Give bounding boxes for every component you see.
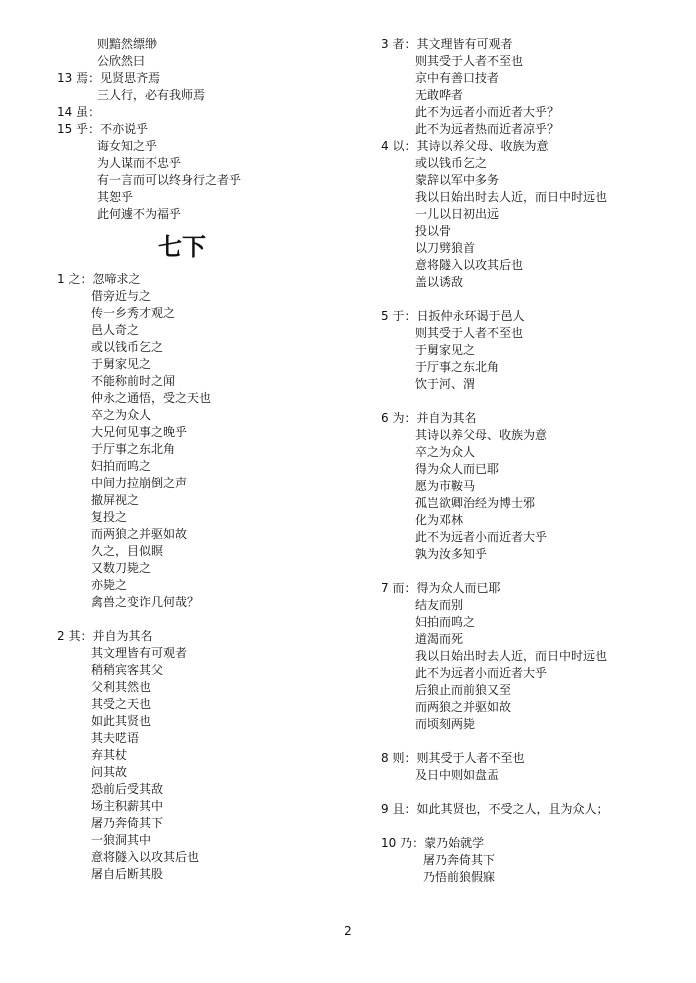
example-line: 乃悟前狼假寐 <box>423 870 496 884</box>
example-line: 得为众人而已耶 <box>415 462 500 476</box>
example-line: 诲女知之乎 <box>97 139 158 153</box>
blank-line <box>381 733 681 750</box>
entry-heading-line: 8 则：则其受于人者不至也 <box>381 751 525 765</box>
example-line: 场主积薪其中 <box>91 799 164 813</box>
example-line: 孰为汝多知乎 <box>415 547 488 561</box>
example-line: 恐前后受其敌 <box>91 782 164 796</box>
right-lines <box>381 36 681 886</box>
entry-heading-line: 6 为：并自为其名 <box>381 411 477 425</box>
blank-line <box>381 393 681 410</box>
example-line: 此不为远者小而近者大乎？ <box>415 105 560 119</box>
example-line: 于厅事之东北角 <box>415 360 500 374</box>
example-line: 及日中则如盘盂 <box>415 768 500 782</box>
example-line: 仲永之通悟，受之天也 <box>91 391 212 405</box>
example-line: 邑人奇之 <box>91 323 140 337</box>
example-line: 此何遽不为福乎 <box>97 207 182 221</box>
example-line: 而两狼之并驱如故 <box>91 527 188 541</box>
example-line: 又数刀毙之 <box>91 561 152 575</box>
example-line: 久之，目似瞑 <box>91 544 164 558</box>
example-line: 其文理皆有可观者 <box>91 646 188 660</box>
example-line: 后狼止而前狼又至 <box>415 683 512 697</box>
example-line: 为人谋而不忠乎 <box>97 156 182 170</box>
example-line: 盖以诱敌 <box>415 275 464 289</box>
example-line: 或以钱币乞之 <box>91 340 164 354</box>
entry-heading-line: 1 之：忽啼求之 <box>57 272 141 286</box>
example-line: 投以骨 <box>415 224 452 238</box>
example-line: 借旁近与之 <box>91 289 152 303</box>
example-line: 禽兽之变诈几何哉？ <box>91 595 200 609</box>
entry-heading-line: 15 乎：不亦说乎 <box>57 122 149 136</box>
right-column <box>381 36 681 886</box>
entry-heading-line: 5 于：日扳仲永环谒于邑人 <box>381 309 525 323</box>
section-heading: 七下 <box>158 233 206 261</box>
example-line: 问其故 <box>91 765 128 779</box>
example-line: 我以日始出时去人近，而日中时远也 <box>415 649 608 663</box>
example-line: 或以钱币乞之 <box>415 156 488 170</box>
example-line: 意将隧入以攻其后也 <box>91 850 200 864</box>
example-line: 妇拍而呜之 <box>91 459 152 473</box>
example-line: 此不为远者小而近者大乎 <box>415 530 548 544</box>
example-line: 孤岂欲卿治经为博士邪 <box>415 496 536 510</box>
example-line: 化为邓林 <box>415 513 464 527</box>
example-line: 蒙辞以军中多务 <box>415 173 500 187</box>
example-line: 有一言而可以终身行之者乎 <box>97 173 242 187</box>
example-line: 无敢哗者 <box>415 88 464 102</box>
example-line: 于舅家见之 <box>91 357 152 371</box>
blank-line <box>57 611 357 628</box>
example-line: 此不为远者热而近者凉乎？ <box>415 122 560 136</box>
example-line: 大兄何见事之晚乎 <box>91 425 188 439</box>
entry-heading-line: 4 以：其诗以养父母、收族为意 <box>381 139 549 153</box>
example-line: 弃其杖 <box>91 748 128 762</box>
example-line: 一儿以日初出远 <box>415 207 500 221</box>
example-line: 其诗以养父母、收族为意 <box>415 428 548 442</box>
example-line: 结友而别 <box>415 598 464 612</box>
example-line: 不能称前时之闻 <box>91 374 176 388</box>
example-line: 饮于河、渭 <box>415 377 476 391</box>
example-line: 我以日始出时去人近，而日中时远也 <box>415 190 608 204</box>
example-line: 其夫呓语 <box>91 731 140 745</box>
example-line: 则黯然缥缈 <box>97 37 158 51</box>
blank-line <box>381 818 681 835</box>
blank-line <box>381 784 681 801</box>
example-line: 妇拍而呜之 <box>415 615 476 629</box>
entry-heading-line: 13 焉：见贤思齐焉 <box>57 71 161 85</box>
example-line: 其受之天也 <box>91 697 152 711</box>
example-line: 于舅家见之 <box>415 343 476 357</box>
example-line: 则其受于人者不至也 <box>415 54 524 68</box>
example-line: 则其受于人者不至也 <box>415 326 524 340</box>
page-number: 2 <box>344 924 352 938</box>
example-line: 愿为市鞍马 <box>415 479 476 493</box>
blank-line <box>381 563 681 580</box>
example-line: 复投之 <box>91 510 128 524</box>
entry-heading-line: 10 乃：蒙乃始就学 <box>381 836 485 850</box>
entry-heading-line: 2 其：并自为其名 <box>57 629 153 643</box>
example-line: 道渴而死 <box>415 632 464 646</box>
example-line: 稍稍宾客其父 <box>91 663 164 677</box>
example-line: 而顷刻两毙 <box>415 717 476 731</box>
example-line: 撤屏视之 <box>91 493 140 507</box>
example-line: 卒之为众人 <box>415 445 476 459</box>
example-line: 一狼洞其中 <box>91 833 152 847</box>
example-line: 以刀劈狼首 <box>415 241 476 255</box>
example-line: 于厅事之东北角 <box>91 442 176 456</box>
entry-heading-line: 14 虽： <box>57 105 101 119</box>
left-top-lines <box>57 36 357 223</box>
example-line: 卒之为众人 <box>91 408 152 422</box>
entry-heading-line: 9 且：如此其贤也，不受之人，且为众人； <box>381 802 609 816</box>
example-line: 而两狼之并驱如故 <box>415 700 512 714</box>
example-line: 屠乃奔倚其下 <box>423 853 496 867</box>
example-line: 中间力拉崩倒之声 <box>91 476 188 490</box>
example-line: 其恕乎 <box>97 190 134 204</box>
example-line: 三人行，必有我师焉 <box>97 88 206 102</box>
example-line: 屠乃奔倚其下 <box>91 816 164 830</box>
example-line: 传一乡秀才观之 <box>91 306 176 320</box>
example-line: 此不为远者小而近者大乎 <box>415 666 548 680</box>
example-line: 京中有善口技者 <box>415 71 500 85</box>
example-line: 如此其贤也 <box>91 714 152 728</box>
example-line: 屠自后断其股 <box>91 867 164 881</box>
left-bottom-lines <box>57 271 357 883</box>
example-line: 意将隧入以攻其后也 <box>415 258 524 272</box>
example-line: 公欣然曰 <box>97 54 146 68</box>
example-line: 亦毙之 <box>91 578 128 592</box>
entry-heading-line: 3 者：其文理皆有可观者 <box>381 37 513 51</box>
left-column <box>57 36 357 883</box>
blank-line <box>381 291 681 308</box>
entry-heading-line: 7 而：得为众人而已耶 <box>381 581 501 595</box>
example-line: 父利其然也 <box>91 680 152 694</box>
